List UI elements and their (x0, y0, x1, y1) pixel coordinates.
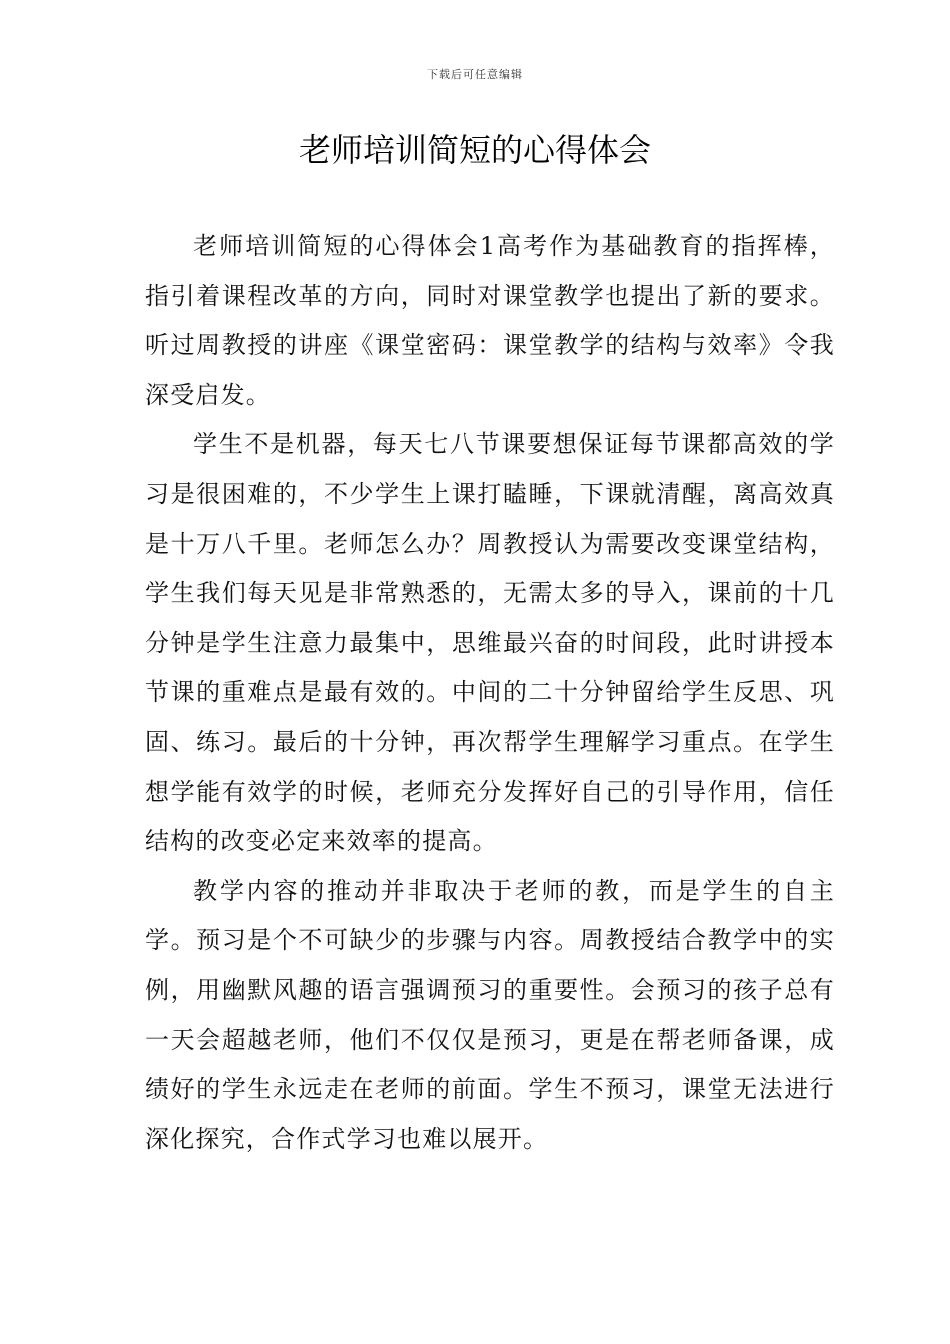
header-note: 下载后可任意编辑 (427, 68, 523, 81)
document-body (145, 222, 835, 1164)
paragraph-2: 学生不是机器，每天七八节课要想保证每节课都高效的学习是很困难的，不少学生上课打瞌睡，下课就清醒，离高效真是十万八千里。老师怎么办？周教授认为需要改变课堂结构，学生我们每天见是非常熟悉的，无需太多的导入，课前的十几分钟是学生注意力最集中，思维最兴奋的时间段，此时讲授本节课的重难点是最有效的。中间的二十分钟留给学生反思、巩固、练习。最后的十分钟，再次帮学生理解学习重点。在学生想学能有效学的时候，老师充分发挥好自己的引导作用，信任结构的改变必定来效率的提高。 (145, 430, 835, 856)
document-title: 老师培训简短的心得体会 (298, 131, 651, 169)
paragraph-1: 老师培训简短的心得体会1高考作为基础教育的指挥棒，指引着课程改革的方向，同时对课堂教学也提出了新的要求。听过周教授的讲座《课堂密码：课堂教学的结构与效率》令我深受启发。 (145, 232, 835, 409)
paragraph-3: 教学内容的推动并非取决于老师的教，而是学生的自主学。预习是个不可缺少的步骤与内容。周教授结合教学中的实例，用幽默风趣的语言强调预习的重要性。会预习的孩子总有一天会超越老师，他们不仅仅是预习，更是在帮老师备课，成绩好的学生永远走在老师的前面。学生不预习，课堂无法进行深化探究，合作式学习也难以展开。 (145, 876, 835, 1153)
